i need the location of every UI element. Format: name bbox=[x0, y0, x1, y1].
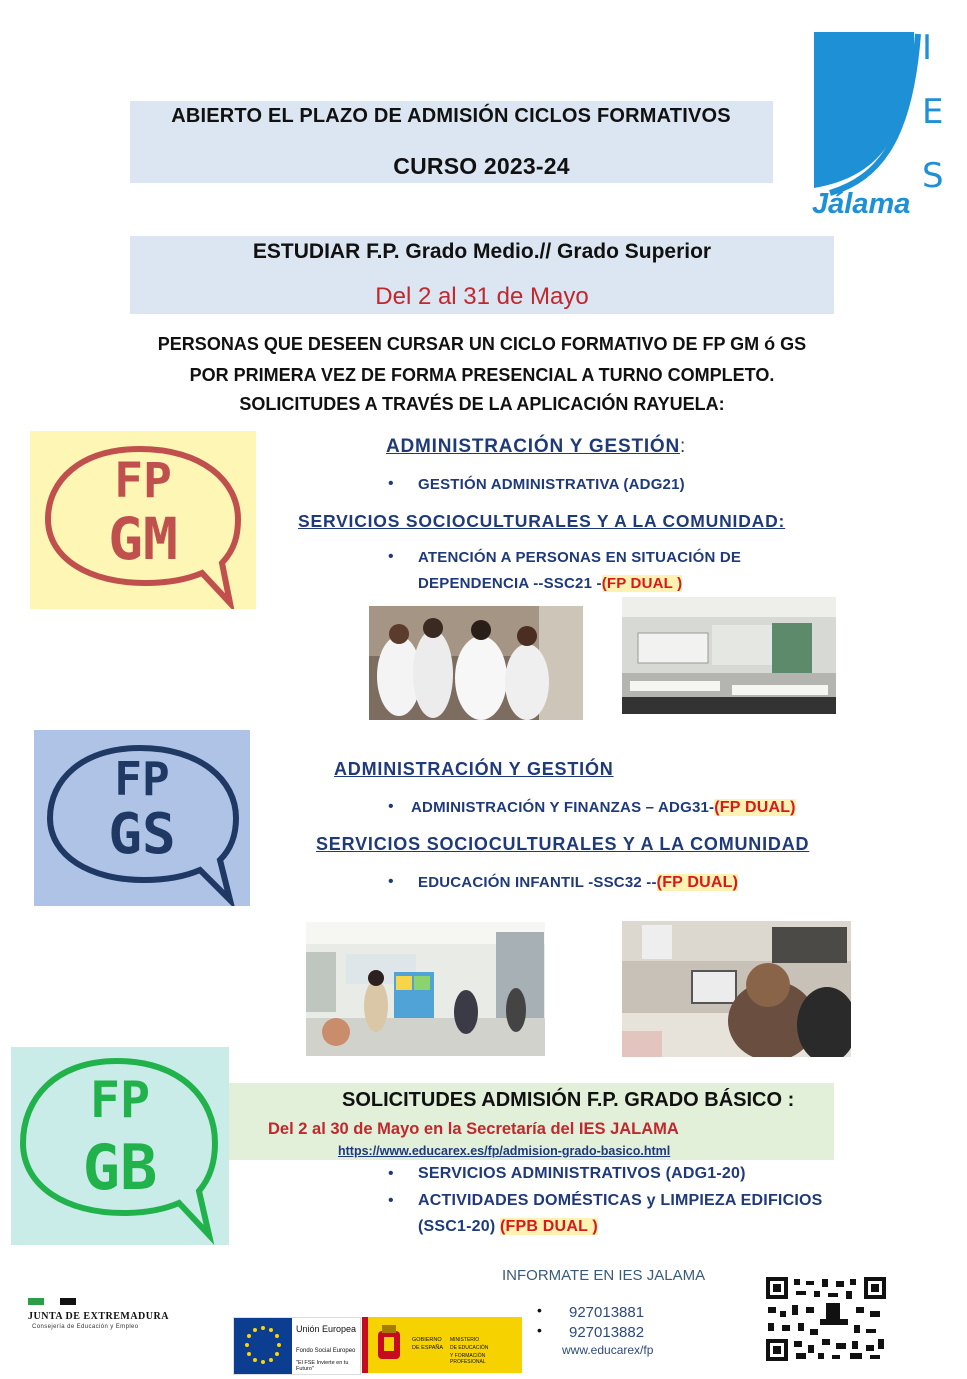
eu-title: Unión Europea bbox=[296, 1324, 357, 1334]
ministry-line-1: MINISTERIO bbox=[450, 1337, 480, 1343]
coat-of-arms-icon bbox=[374, 1323, 404, 1367]
info-heading: INFORMATE EN IES JALAMA bbox=[502, 1267, 706, 1284]
gm-section-1 bbox=[386, 436, 685, 458]
gm-bubble-top: FP bbox=[114, 453, 172, 509]
gm-bubble-bottom: GM bbox=[108, 505, 178, 573]
gm-item-1: GESTIÓN ADMINISTRATIVA (ADG21) bbox=[418, 476, 685, 493]
intro-line-3: SOLICITUDES A TRAVÉS DE LA APLICACIÓN RAYUELA: bbox=[239, 394, 725, 414]
intro-line-1: PERSONAS QUE DESEEN CURSAR UN CICLO FORMATIVO DE FP GM ó GS bbox=[157, 334, 807, 354]
bullet-icon: • bbox=[388, 798, 394, 815]
gs-item-2-text: EDUCACIÓN INFANTIL -SSC32 -- bbox=[418, 874, 657, 891]
web-link[interactable]: www.educarex/fp bbox=[562, 1343, 654, 1357]
gm-photo-students bbox=[369, 606, 583, 720]
junta-department: Consejería de Educación y Empleo bbox=[32, 1324, 139, 1330]
government-logo bbox=[362, 1317, 522, 1373]
gs-section-1-title: ADMINISTRACIÓN Y GESTIÓN bbox=[334, 759, 614, 779]
gb-dates: Del 2 al 30 de Mayo en la Secretaría del IES JALAMA bbox=[268, 1120, 679, 1138]
gs-photo-classroom bbox=[306, 922, 545, 1056]
phone-1[interactable]: 927013881 bbox=[569, 1304, 645, 1321]
eu-logo bbox=[233, 1317, 361, 1375]
bullet-icon: • bbox=[388, 873, 394, 890]
gob-line-1: GOBIERNO bbox=[412, 1337, 442, 1343]
gs-bubble-bottom: GS bbox=[108, 802, 176, 867]
gs-bubble-top: FP bbox=[114, 752, 170, 806]
gs-item-1-dual: (FP DUAL) bbox=[714, 799, 796, 816]
header-course: CURSO 2023-24 bbox=[393, 153, 570, 179]
study-dates: Del 2 al 31 de Mayo bbox=[375, 283, 589, 310]
phone-2[interactable]: 927013882 bbox=[569, 1324, 645, 1341]
junta-name: JUNTA DE EXTREMADURA bbox=[28, 1311, 169, 1322]
header-title: ABIERTO EL PLAZO DE ADMISIÓN CICLOS FORMATIVOS bbox=[171, 105, 731, 127]
gm-item-2-line-1: ATENCIÓN A PERSONAS EN SITUACIÓN DE bbox=[418, 549, 742, 566]
gs-photo-workshop bbox=[622, 921, 851, 1057]
eu-fund: Fondo Social Europeo bbox=[296, 1348, 356, 1354]
gs-item-2 bbox=[418, 874, 738, 892]
gb-item-1: SERVICIOS ADMINISTRATIVOS (ADG1-20) bbox=[418, 1165, 746, 1182]
logo-letter-i: I bbox=[922, 28, 933, 68]
gb-item-2-line-2 bbox=[418, 1218, 598, 1236]
gb-title: SOLICITUDES ADMISIÓN F.P. GRADO BÁSICO : bbox=[342, 1089, 795, 1111]
eu-motto: "El FSE Invierte en tu Futuro" bbox=[296, 1360, 349, 1372]
bullet-icon: • bbox=[388, 1192, 394, 1209]
junta-flag-icon-2 bbox=[60, 1298, 76, 1305]
gm-item-2-dual: (FP DUAL ) bbox=[601, 575, 683, 592]
ministry-line-3: Y FORMACIÓN PROFESIONAL bbox=[450, 1353, 486, 1365]
gm-section-2-title: SERVICIOS SOCIOCULTURALES Y A LA COMUNIDAD: bbox=[298, 511, 786, 531]
gb-item-2-line-1: ACTIVIDADES DOMÉSTICAS y LIMPIEZA EDIFICIOS bbox=[418, 1192, 823, 1209]
eu-flag-icon bbox=[234, 1318, 292, 1374]
bullet-icon: • bbox=[537, 1322, 542, 1338]
bullet-icon: • bbox=[537, 1302, 542, 1318]
fp-gb-bubble bbox=[11, 1047, 229, 1245]
spain-flag-icon bbox=[362, 1317, 368, 1373]
junta-logo bbox=[28, 1298, 198, 1338]
gm-section-1-colon: : bbox=[680, 436, 686, 457]
gob-line-2: DE ESPAÑA bbox=[412, 1345, 444, 1351]
fp-gm-bubble bbox=[30, 431, 256, 609]
gb-item-2-code: (SSC1-20) bbox=[418, 1218, 501, 1235]
gb-link[interactable]: https://www.educarex.es/fp/admision-grado-basico.html bbox=[338, 1144, 671, 1158]
ministry-line-2: DE EDUCACIÓN bbox=[450, 1345, 489, 1351]
bullet-icon: • bbox=[388, 548, 394, 565]
gb-bubble-top: FP bbox=[89, 1071, 151, 1129]
bullet-icon: • bbox=[388, 1165, 394, 1182]
gm-section-1-title: ADMINISTRACIÓN Y GESTIÓN bbox=[386, 436, 681, 457]
junta-flag-icon bbox=[28, 1298, 44, 1305]
study-title: ESTUDIAR F.P. Grado Medio.// Grado Superior bbox=[252, 240, 712, 263]
gs-item-1 bbox=[411, 799, 796, 817]
fp-gs-bubble bbox=[34, 730, 250, 906]
qr-code[interactable] bbox=[766, 1277, 886, 1361]
gs-item-2-dual: (FP DUAL) bbox=[656, 874, 739, 891]
logo-letter-s: S bbox=[922, 156, 944, 196]
gm-photo-classroom bbox=[622, 597, 836, 714]
gb-item-2-dual: (FPB DUAL ) bbox=[500, 1218, 598, 1235]
intro-line-2: POR PRIMERA VEZ DE FORMA PRESENCIAL A TURNO COMPLETO. bbox=[189, 365, 775, 385]
logo-letter-e: E bbox=[922, 92, 944, 132]
qr-code-icon bbox=[766, 1277, 886, 1361]
gs-section-2-title: SERVICIOS SOCIOCULTURALES Y A LA COMUNIDAD bbox=[316, 834, 810, 854]
bullet-icon: • bbox=[388, 475, 394, 492]
gb-bubble-bottom: GB bbox=[82, 1131, 158, 1204]
gm-item-2-line-2 bbox=[418, 575, 682, 592]
logo-name: Jálama bbox=[812, 188, 911, 220]
ies-jalama-logo bbox=[810, 28, 960, 228]
gs-item-1-text: ADMINISTRACIÓN Y FINANZAS – ADG31- bbox=[411, 799, 715, 816]
gm-item-2-code: DEPENDENCIA --SSC21 - bbox=[418, 575, 602, 592]
